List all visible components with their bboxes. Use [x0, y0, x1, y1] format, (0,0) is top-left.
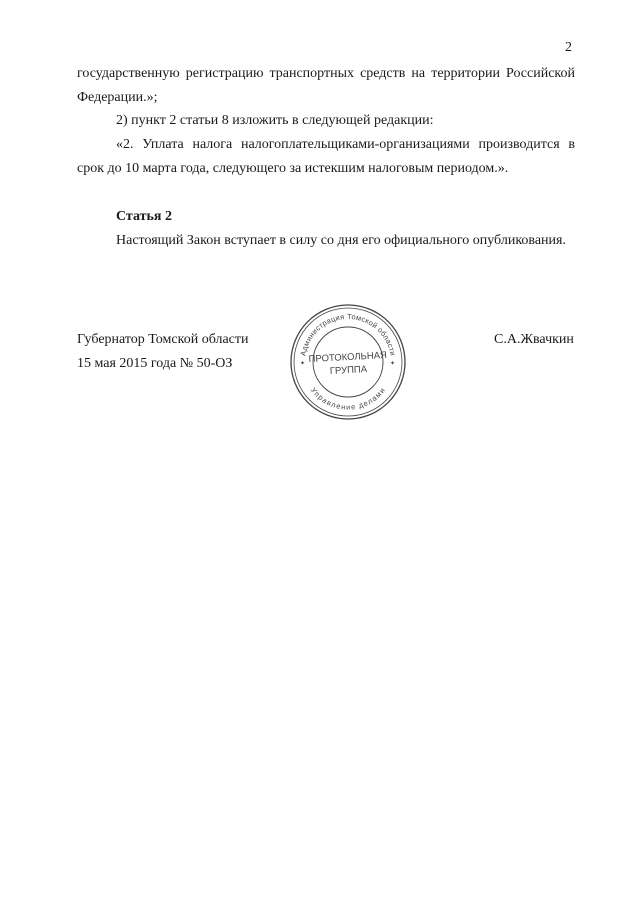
stamp-center-line-1: ПРОТОКОЛЬНАЯ — [308, 349, 388, 366]
paragraph-1-line-1: государственную регистрацию транспортных средств на территории Российской — [77, 66, 575, 81]
page-number: 2 — [565, 40, 572, 55]
law-date-number: 15 мая 2015 года № 50-ОЗ — [77, 356, 233, 371]
signature-position: Губернатор Томской области — [77, 332, 249, 347]
official-stamp — [288, 302, 408, 422]
stamp-star-left: ✦ — [300, 361, 306, 367]
stamp-outer-text-top: Администрация Томской области — [298, 311, 398, 357]
paragraph-1-line-2: Федерации.»; — [77, 90, 158, 105]
signature-name: С.А.Жвачкин — [494, 332, 574, 347]
stamp-outer-text-bottom: Управление делами — [308, 385, 388, 412]
quote-line-1: «2. Уплата налога налогоплательщиками-организациями производится в — [116, 137, 575, 152]
quote-line-2: срок до 10 марта года, следующего за истекшим налоговым периодом.». — [77, 161, 509, 176]
article-2-heading: Статья 2 — [116, 209, 172, 224]
item-2-text: 2) пункт 2 статьи 8 изложить в следующей редакции: — [116, 113, 434, 128]
stamp-star-right: ✦ — [390, 361, 396, 367]
stamp-center-line-2: ГРУППА — [329, 364, 368, 377]
article-2-text: Настоящий Закон вступает в силу со дня его официального опубликования. — [116, 233, 566, 248]
